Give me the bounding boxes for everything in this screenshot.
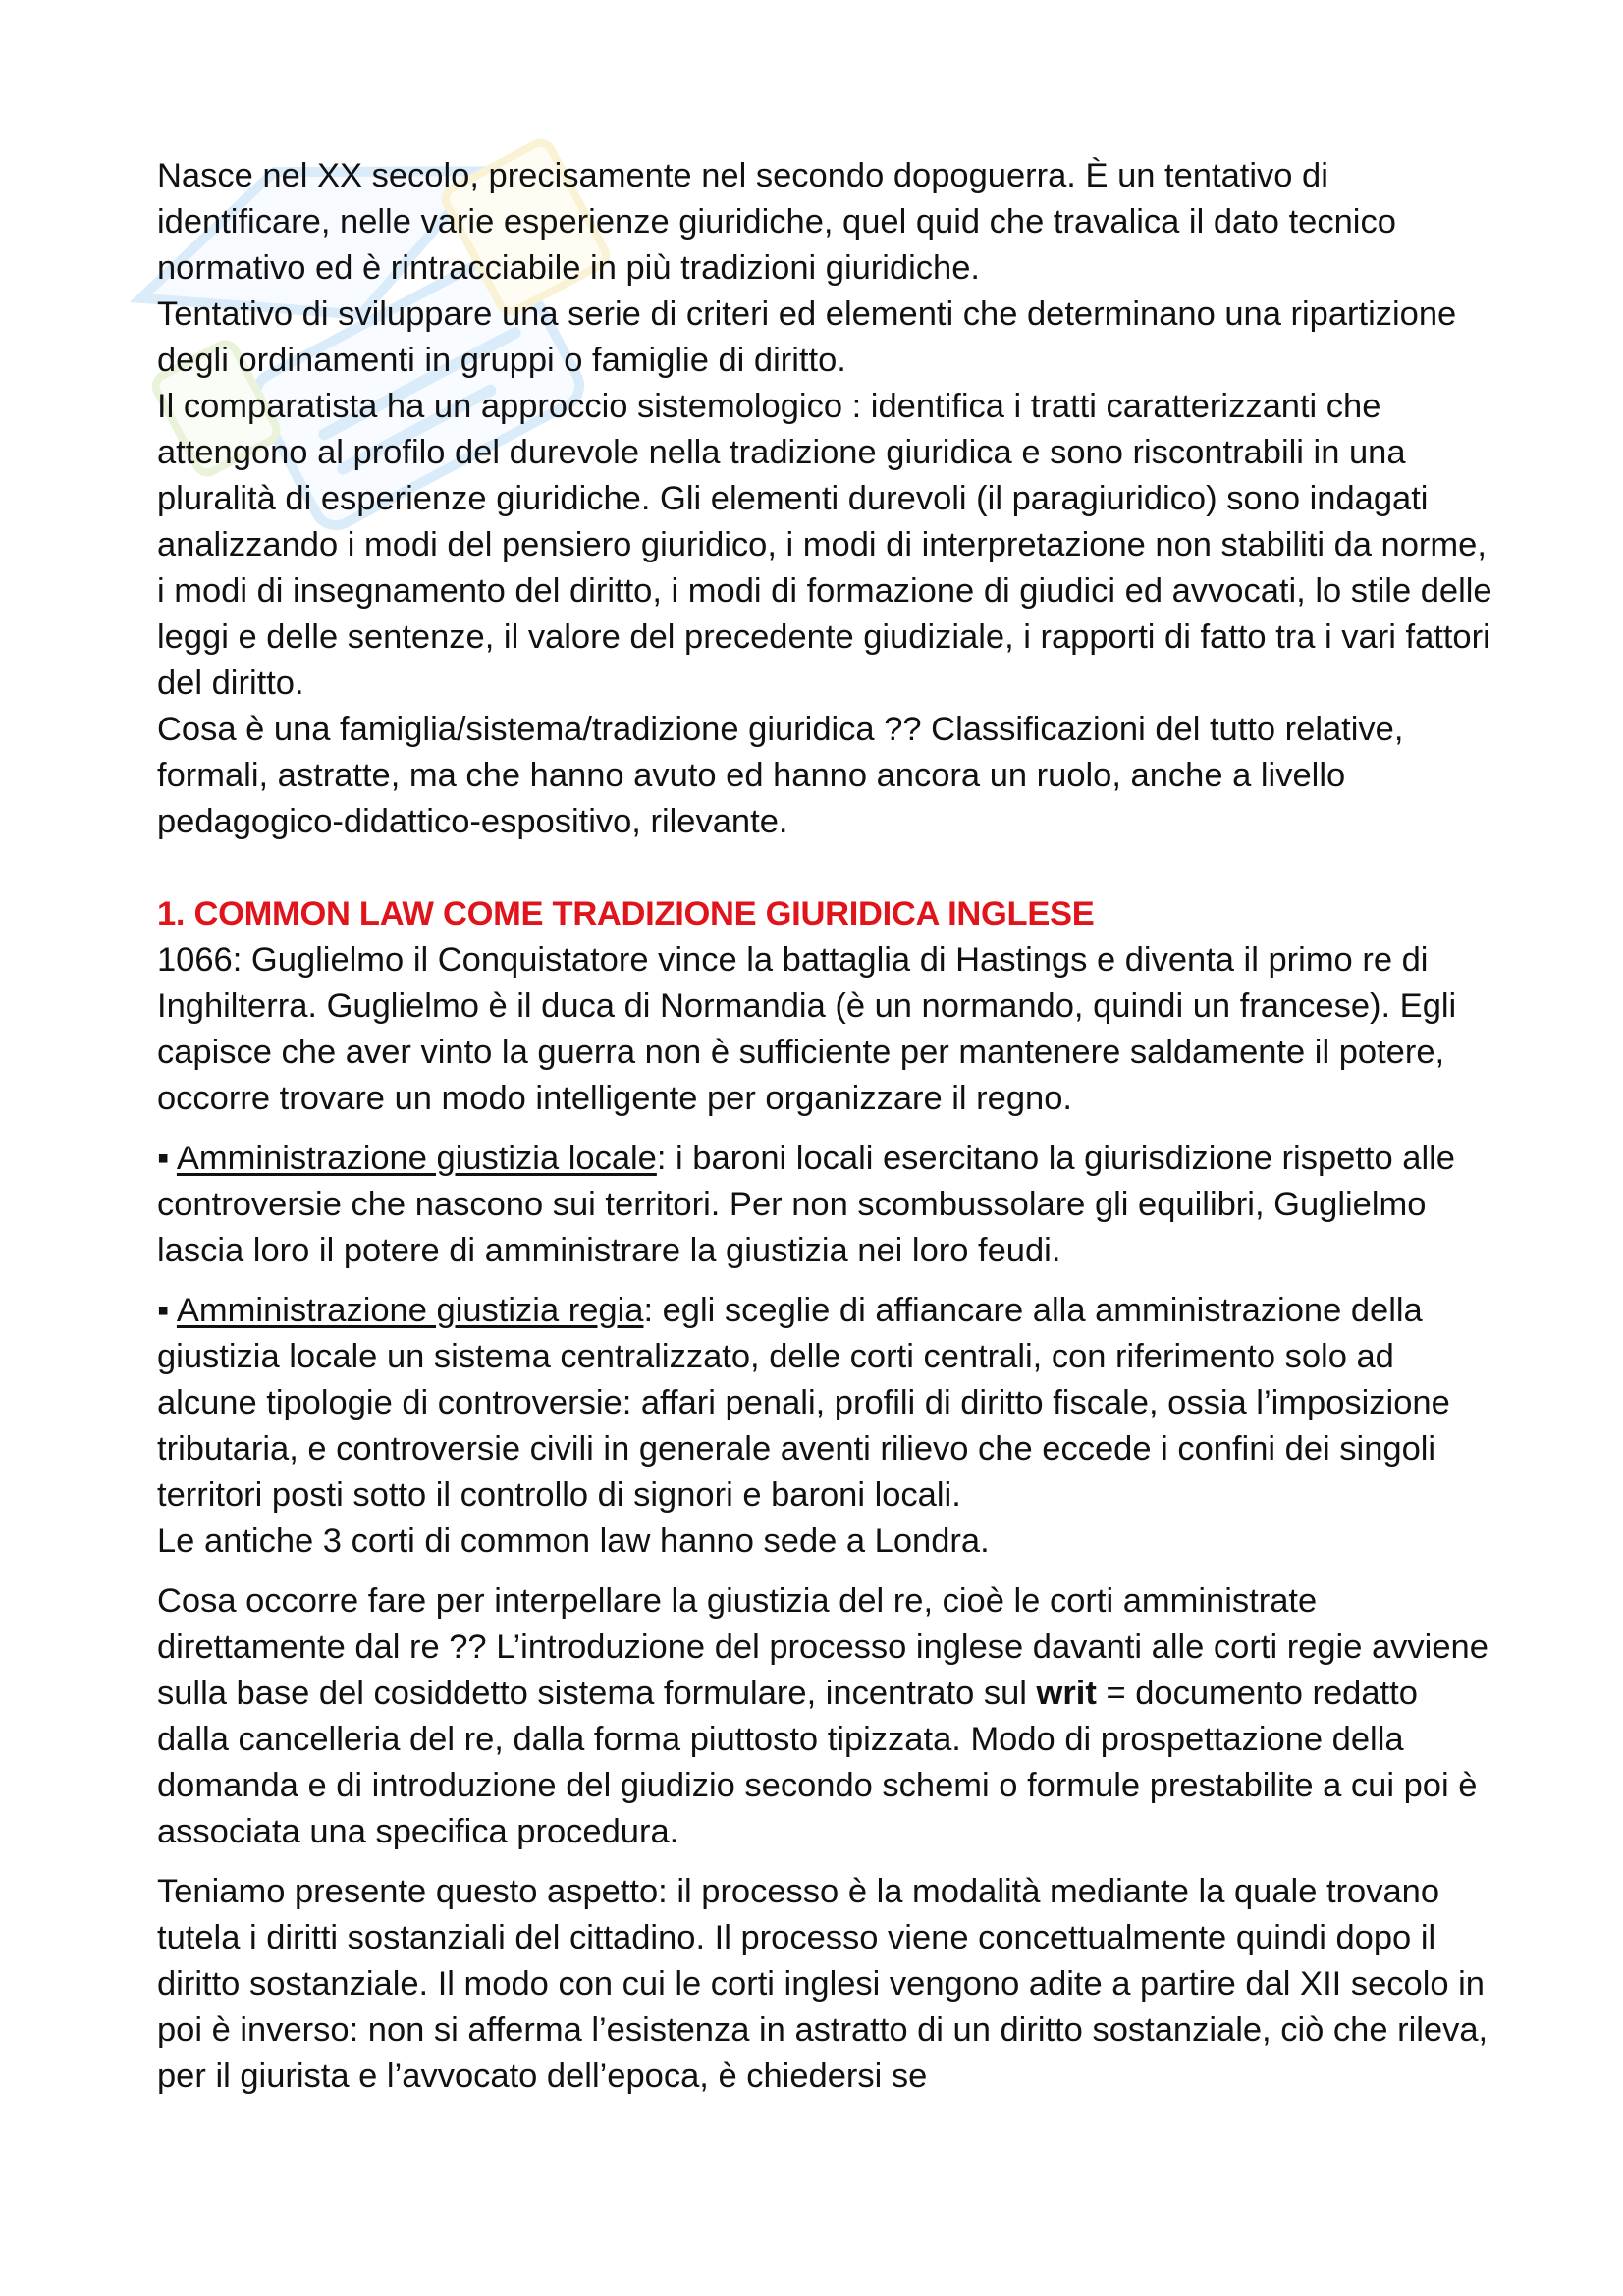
writ-text-after: = documento redatto dalla cancelleria del re, dalla forma piuttosto tipizzata. Modo di prospettazione della domanda e di introduzione del giudizio secondo schemi o formule prestabilite a cui poi è associata una specifica procedura.: [157, 1675, 1478, 1850]
bullet-term-royal-justice: Amministrazione giustizia regia: [176, 1292, 644, 1329]
bullet-term-local-justice: Amministrazione giustizia locale: [176, 1140, 657, 1177]
intro-paragraph-4: Cosa è una famiglia/sistema/tradizione giuridica ?? Classificazioni del tutto relative, formali, astratte, ma che hanno avuto ed hanno ancora un ruolo, anche a livello pedagogico-didattico-espositivo, rilevante.: [157, 711, 1404, 840]
intro-paragraph-2: Tentativo di sviluppare una serie di criteri ed elementi che determinano una ripartizione degli ordinamenti in gruppi o famiglie di diritto.: [157, 295, 1457, 379]
bullet-local-justice: [157, 1136, 1492, 1274]
intro-paragraph-3: Il comparatista ha un approccio sistemologico : identifica i tratti caratterizzanti che attengono al profilo del durevole nella tradizione giuridica e sono riscontrabili in una pluralità di esperienze giuridiche. Gli elementi durevoli (il paragiuridico) sono indagati analizzando i modi del pensiero giuridico, i modi di interpretazione non stabiliti da norme, i modi di insegnamento del diritto, i modi di formazione di giudici ed avvocati, lo stile delle leggi e delle sentenze, il valore del precedente giudiziale, i rapporti di fatto tra i vari fattori del diritto.: [157, 388, 1492, 702]
intro-paragraph-1: Nasce nel XX secolo, precisamente nel secondo dopoguerra. È un tentativo di identificare, nelle varie esperienze giuridiche, quel quid che travalica il dato tecnico normativo ed è rintracciabile in più tradizioni giuridiche.: [157, 157, 1396, 287]
paragraph-three-courts: Le antiche 3 corti di common law hanno sede a Londra.: [157, 1522, 990, 1560]
bullet-marker: ▪: [157, 1292, 170, 1329]
bullet-text-local-justice: : i baroni locali esercitano la giurisdizione rispetto alle controversie che nascono sui territori. Per non scombussolare gli equilibri, Guglielmo lascia loro il potere di amministrare la giustizia nei loro feudi.: [157, 1140, 1455, 1269]
bullet-marker: ▪: [157, 1140, 170, 1177]
paragraph-writ: [157, 1578, 1492, 1855]
paragraph-process: Teniamo presente questo aspetto: il processo è la modalità mediante la quale trovano tutela i diritti sostanziali del cittadino. Il processo viene concettualmente quindi dopo il diritto sostanziale. Il modo con cui le corti inglesi vengono adite a partire dal XII secolo in poi è inverso: non si afferma l’esistenza in astratto di un diritto sostanziale, ciò che rileva, per il giurista e l’avvocato dell’epoca, è chiedersi se: [157, 1873, 1488, 2095]
bullet-royal-justice: [157, 1288, 1492, 1519]
document-body: [157, 153, 1492, 2100]
writ-text-before: Cosa occorre fare per interpellare la giustizia del re, cioè le corti amministrate direttamente dal re ?? L’introduzione del processo inglese davanti alle corti regie avviene sulla base del cosiddetto sistema formulare, incentrato sul: [157, 1582, 1488, 1712]
writ-term: writ: [1036, 1675, 1097, 1712]
section-paragraph-1066: 1066: Guglielmo il Conquistatore vince la battaglia di Hastings e diventa il primo re di Inghilterra. Guglielmo è il duca di Normandia (è un normando, quindi un francese). Egli capisce che aver vinto la guerra non è sufficiente per mantenere saldamente il potere, occorre trovare un modo intelligente per organizzare il regno.: [157, 941, 1457, 1117]
bullet-text-royal-justice: : egli sceglie di affiancare alla amministrazione della giustizia locale un sistema centralizzato, delle corti centrali, con riferimento solo ad alcune tipologie di controversie: affari penali, profili di diritto fiscale, ossia l’imposizione tributaria, e controversie civili in generale aventi rilievo che eccede i confini dei singoli territori posti sotto il controllo di signori e baroni locali.: [157, 1292, 1450, 1514]
section-heading-common-law: 1. COMMON LAW COME TRADIZIONE GIURIDICA INGLESE: [157, 895, 1095, 933]
